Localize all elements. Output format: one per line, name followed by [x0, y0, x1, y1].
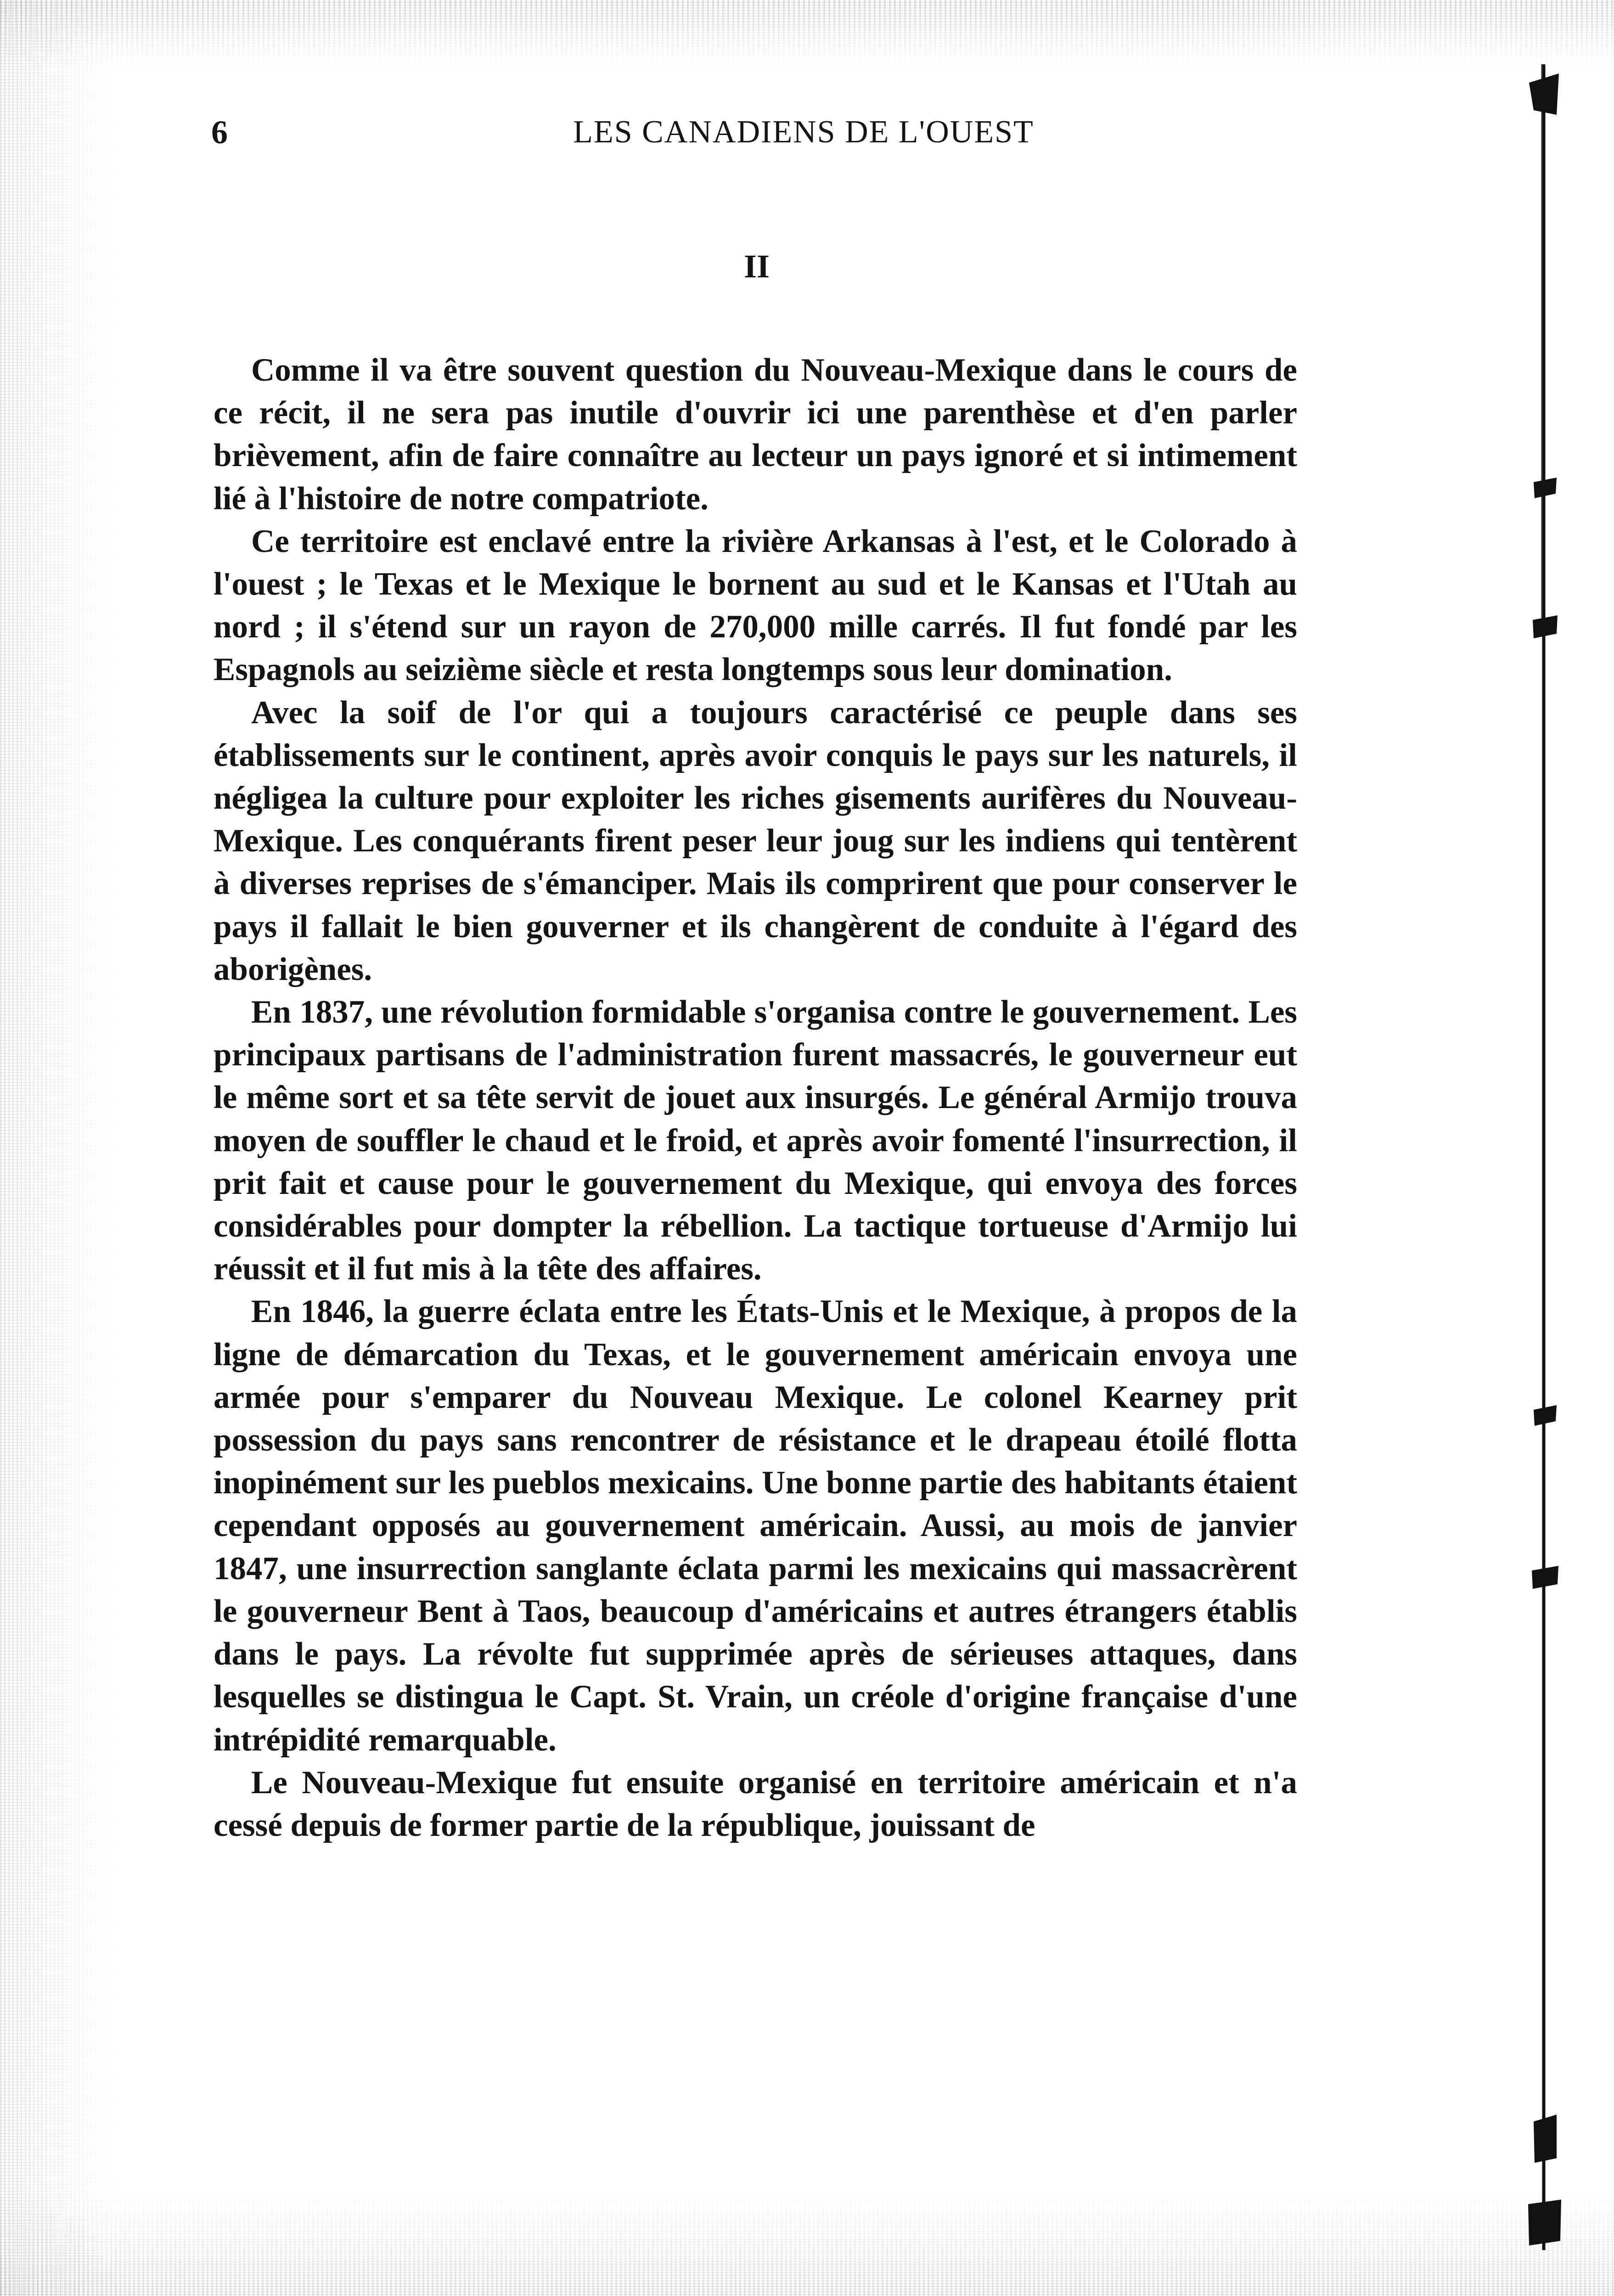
binding-edge [1515, 46, 1570, 2278]
page-number: 6 [211, 114, 228, 151]
paragraph: En 1837, une révolution formidable s'organisa contre le gouvernement. Les principaux partisans de l'administration furent massacrés, le gouverneur eut le même sort et sa tête servit de jouet aux insurgés. Le général Armijo trouva moyen de souffler le chaud et le froid, et après avoir fomenté l'insurrection, il prit fait et cause pour le gouvernement du Mexique, qui envoya des forces considérables pour dompter la rébellion. La tactique tortueuse d'Armijo lui réussit et il fut mis à la tête des affaires. [214, 994, 1297, 1287]
paragraph: Ce territoire est enclavé entre la rivière Arkansas à l'est, et le Colorado à l'ouest ; le Texas et le Mexique le bornent au sud et le Kansas et l'Utah au nord ; il s'étend sur un rayon de 270,000 mille carrés. Il fut fondé par les Espagnols au seizième siècle et resta longtemps sous leur domination. [214, 523, 1297, 688]
scan-edge-left [0, 0, 119, 2296]
page-header [202, 105, 1313, 160]
paragraph: Avec la soif de l'or qui a toujours caractérisé ce peuple dans ses établissements sur le continent, après avoir conquis le pays sur les naturels, il négligea la culture pour exploiter les riches gisements aurifères du Nouveau-Mexique. Les conquérants firent peser leur joug sur les indiens qui tentèrent à diverses reprises de s'émanciper. Mais ils comprirent que pour conserver le pays il fallait le bien gouverner et ils changèrent de conduite à l'égard des aborigènes. [214, 694, 1297, 987]
section-heading: II [744, 248, 770, 285]
paragraph: Comme il va être souvent question du Nouveau-Mexique dans le cours de ce récit, il ne sera pas inutile d'ouvrir ici une parenthèse et d'en parler brièvement, afin de faire connaître au lecteur un pays ignoré et si intimement lié à l'histoire de notre compatriote. [214, 352, 1297, 517]
scan-edge-bottom [0, 2188, 1614, 2296]
body-text [214, 349, 1297, 1847]
paragraph: En 1846, la guerre éclata entre les États-Unis et le Mexique, à propos de la ligne de démarcation du Texas, et le gouvernement américain envoya une armée pour s'emparer du Nouveau Mexique. Le colonel Kearney prit possession du pays sans rencontrer de résistance et le drapeau étoilé flotta inopinément sur les pueblos mexicains. Une bonne partie des habitants étaient cependant opposés au gouvernement américain. Aussi, au mois de janvier 1847, une insurrection sanglante éclata parmi les mexicains qui massacrèrent le gouverneur Bent à Taos, beaucoup d'américains et autres étrangers établis dans le pays. La révolte fut supprimée après de sérieuses attaques, dans lesquelles se distingua le Capt. St. Vrain, un créole d'origine française d'une intrépidité remarquable. [214, 1294, 1297, 1758]
running-title: LES CANADIENS DE L'OUEST [573, 114, 1034, 150]
paragraph: Le Nouveau-Mexique fut ensuite organisé en territoire américain et n'a cessé depuis de former partie de la république, jouissant de [214, 1764, 1297, 1843]
scan-edge-top [0, 0, 1614, 69]
